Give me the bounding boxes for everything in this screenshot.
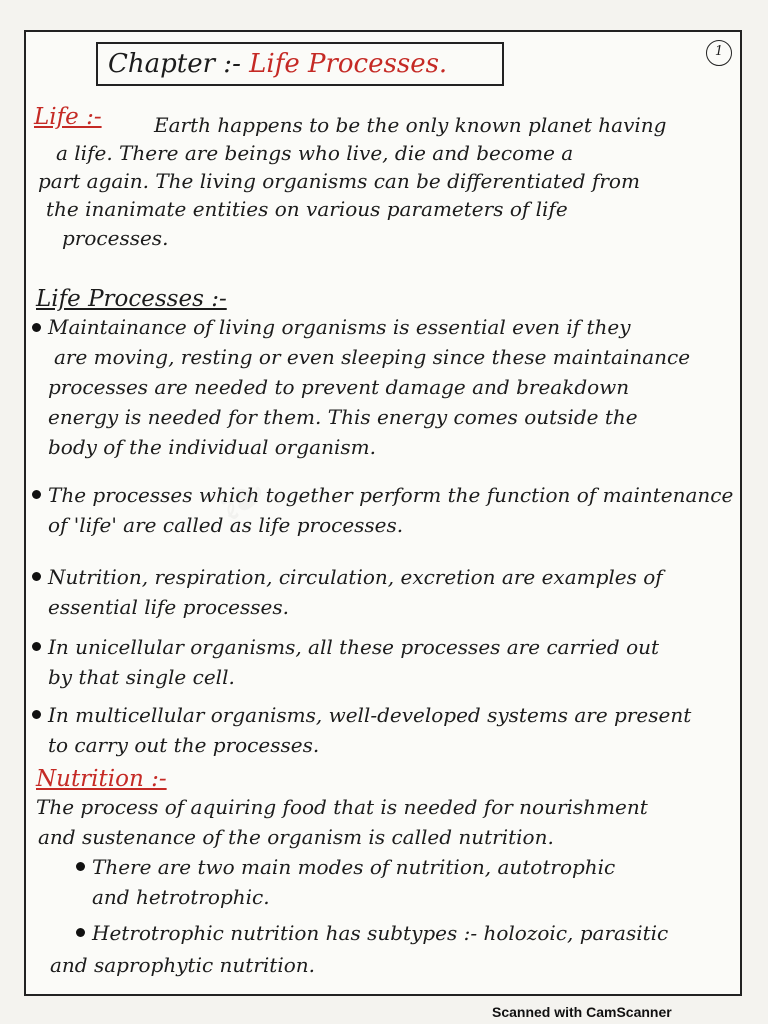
- nutrition-line-1: The process of aquiring food that is needed for nourishment: [36, 795, 648, 819]
- nut-bullet-2-line-2: and saprophytic nutrition.: [50, 953, 315, 977]
- life-line-2: a life. There are beings who live, die and become a: [56, 141, 574, 165]
- bullet-dot: [32, 490, 41, 499]
- life-heading: Life :-: [34, 104, 102, 130]
- life-line-5: processes.: [62, 226, 169, 250]
- notebook-page: [24, 30, 742, 996]
- lp-bullet-1-line-4: energy is needed for them. This energy comes outside the: [48, 405, 638, 429]
- lp-bullet-4-line-1: In unicellular organisms, all these processes are carried out: [48, 635, 660, 659]
- nut-bullet-1-line-2: and hetrotrophic.: [92, 885, 270, 909]
- lp-bullet-3-line-1: Nutrition, respiration, circulation, excretion are examples of: [48, 565, 663, 589]
- nutrition-heading: Nutrition :-: [36, 766, 167, 792]
- lp-bullet-5-line-1: In multicellular organisms, well-developed systems are present: [48, 703, 692, 727]
- nutrition-line-2: and sustenance of the organism is called nutrition.: [38, 825, 554, 849]
- life-line-4: the inanimate entities on various parameters of life: [46, 197, 568, 221]
- nut-bullet-1-line-1: There are two main modes of nutrition, autotrophic: [92, 855, 616, 879]
- lp-bullet-3-line-2: essential life processes.: [48, 595, 290, 619]
- life-processes-heading: Life Processes :-: [36, 286, 227, 312]
- bullet-dot: [32, 572, 41, 581]
- bullet-dot: [32, 642, 41, 651]
- bullet-dot: [76, 862, 85, 871]
- bullet-dot: [32, 710, 41, 719]
- lp-bullet-1-line-5: body of the individual organism.: [48, 435, 376, 459]
- lp-bullet-1-line-2: are moving, resting or even sleeping since these maintainance: [54, 345, 691, 369]
- lp-bullet-2-line-1: The processes which together perform the function of maintenance: [48, 483, 734, 507]
- life-line-1: Earth happens to be the only known planet having: [154, 113, 667, 137]
- lp-bullet-1-line-1: Maintainance of living organisms is essential even if they: [48, 315, 631, 339]
- page-number: 1: [706, 40, 732, 66]
- bullet-dot: [32, 323, 41, 332]
- chapter-label: Chapter :-: [108, 49, 241, 79]
- bullet-dot: [76, 928, 85, 937]
- life-line-3: part again. The living organisms can be differentiated from: [38, 169, 640, 193]
- chapter-title-box: [96, 42, 504, 86]
- scanner-footer: Scanned with CamScanner: [492, 1004, 672, 1020]
- chapter-title: Life Processes.: [249, 49, 448, 79]
- lp-bullet-4-line-2: by that single cell.: [48, 665, 235, 689]
- lp-bullet-5-line-2: to carry out the processes.: [48, 733, 320, 757]
- lp-bullet-1-line-3: processes are needed to prevent damage and breakdown: [48, 375, 630, 399]
- lp-bullet-2-line-2: of 'life' are called as life processes.: [48, 513, 404, 537]
- nut-bullet-2-line-1: Hetrotrophic nutrition has subtypes :- holozoic, parasitic: [92, 921, 669, 945]
